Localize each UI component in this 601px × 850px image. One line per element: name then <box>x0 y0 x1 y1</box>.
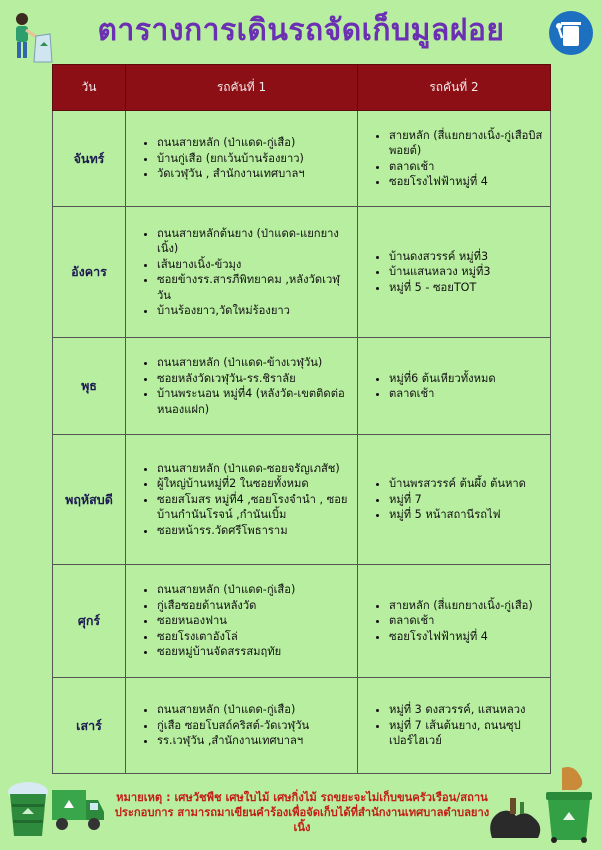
table-row <box>53 111 551 207</box>
day-cell: พุธ <box>53 338 126 435</box>
truck1-cell <box>126 338 358 435</box>
recycling-truck-icon <box>50 782 106 834</box>
list-item: • ถนนสายหลัก (ป่าแดด-ข้างเวฬุวัน) <box>157 355 350 371</box>
list-item: • ตลาดเช้า <box>389 386 543 402</box>
list-item: • หมู่ที่6 ต้นเหียวทั้งหมด <box>389 371 543 387</box>
footer-note: หมายเหตุ : เศษวัชพืช เศษใบไม้ เศษกิ่งไม้ รถขยะจะไม่เก็บขนครัวเรือน/สถานประกอบการ สามารถมาเขียนคำร้องเพื่อจัดเก็บได้ที่สำนักงานเทศบาลตำบลยางเนิ้ง <box>114 791 490 834</box>
list-item: • ซอยหมู่บ้านจัดสรรสมฤทัย <box>157 644 350 660</box>
garbage-bags-icon <box>486 790 544 840</box>
person-recycling-icon <box>4 10 56 66</box>
list-item: • รร.เวฬุวัน ,สำนักงานเทศบาลฯ <box>157 733 350 749</box>
truck1-cell <box>126 207 358 338</box>
list-item: • ซอยหลังวัดเวฬุวัน-รร.ชิราลัย <box>157 371 350 387</box>
recycle-bin-icon <box>6 770 50 840</box>
list-item: • ผู้ใหญ่บ้านหมู่ที่2 ในซอยทั้งหมด <box>157 476 350 492</box>
list-item: • บ้านแสนหลวง หมู่ที่3 <box>389 264 543 280</box>
list-item: • หมู่ที่ 3 ดงสวรรค์, แสนหลวง <box>389 702 543 718</box>
day-cell: พฤหัสบดี <box>53 435 126 565</box>
list-item: • ซอยข้างรร.สารภีพิทยาคม ,หลังวัดเวฬุวัน <box>157 272 350 303</box>
table-row <box>53 435 551 565</box>
table-row <box>53 678 551 774</box>
list-item: • บ้านร้องยาว,วัดใหม่ร้องยาว <box>157 303 350 319</box>
header-truck-1: รถคันที่ 1 <box>126 65 358 111</box>
list-item: • ซอยสโมสร หมู่ที่4 ,ซอยโรงจำนำ , ซอยบ้านกำนันโรจน์ ,กำนันเบิ้ม <box>157 492 350 523</box>
list-item: • ซอยโรงเตาอังโล่ <box>157 629 350 645</box>
list-item: • ถนนสายหลัก (ป่าแดด-ซอยจรัญเภสัช) <box>157 461 350 477</box>
list-item: • สายหลัก (สี่แยกยางเนิ้ง-กู่เสือ) <box>389 598 543 614</box>
list-item: • ซอยโรงไฟฟ้าหมู่ที่ 4 <box>389 174 543 190</box>
truck2-cell <box>358 207 551 338</box>
schedule-table <box>52 64 551 774</box>
header-truck-2: รถคันที่ 2 <box>358 65 551 111</box>
list-item: • ตลาดเช้า <box>389 613 543 629</box>
list-item: • กู่เสือซอยด้านหลังวัด <box>157 598 350 614</box>
day-cell: ศุกร์ <box>53 565 126 678</box>
truck1-cell <box>126 111 358 207</box>
page-title: ตารางการเดินรถจัดเก็บมูลฝอย <box>97 13 505 48</box>
truck2-cell <box>358 678 551 774</box>
list-item: • ซอยหนองฟาน <box>157 613 350 629</box>
table-row <box>53 565 551 678</box>
list-item: • ถนนสายหลัก (ป่าแดด-กู่เสือ) <box>157 135 350 151</box>
truck2-cell <box>358 111 551 207</box>
list-item: • ถนนสายหลัก (ป่าแดด-กู่เสือ) <box>157 702 350 718</box>
list-item: • บ้านพระนอน หมู่ที่4 (หลังวัด-เขตติดต่อหนองแฝก) <box>157 386 350 417</box>
list-item: • กู่เสือ ซอยโบสถ์คริสต์-วัดเวฬุวัน <box>157 718 350 734</box>
list-item: • เส้นยางเนิ้ง-ข้วมุง <box>157 257 350 273</box>
list-item: • ถนนสายหลักต้นยาง (ป่าแดด-แยกยางเนิ้ง) <box>157 226 350 257</box>
header-day: วัน <box>53 65 126 111</box>
list-item: • หมู่ที่ 5 หน้าสถานีรถไฟ <box>389 507 543 523</box>
truck2-cell <box>358 435 551 565</box>
trash-bin-icon <box>548 10 594 56</box>
list-item: • หมู่ที่ 7 เส้นต้นยาง, ถนนซุปเปอร์ไฮเวย์ <box>389 718 543 749</box>
list-item: • บ้านดงสวรรค์ หมู่ที่3 <box>389 249 543 265</box>
list-item: • บ้านกู่เสือ (ยกเว้นบ้านร้องยาว) <box>157 151 350 167</box>
truck1-cell <box>126 678 358 774</box>
truck2-cell <box>358 338 551 435</box>
list-item: • ซอยหน้ารร.วัดศรีโพธาราม <box>157 523 350 539</box>
list-item: • หมู่ที่ 7 <box>389 492 543 508</box>
list-item: • บ้านพรสวรรค์ ต้นผึ้ง ต้นหาด <box>389 476 543 492</box>
table-header-row <box>53 65 551 111</box>
day-cell: จันทร์ <box>53 111 126 207</box>
list-item: • ตลาดเช้า <box>389 159 543 175</box>
list-item: • ถนนสายหลัก (ป่าแดด-กู่เสือ) <box>157 582 350 598</box>
day-cell: อังคาร <box>53 207 126 338</box>
list-item: • สายหลัก (สี่แยกยางเนิ้ง-กู่เสือบิสพอยต์) <box>389 128 543 159</box>
truck2-cell <box>358 565 551 678</box>
list-item: • วัดเวฬุวัน , สำนักงานเทศบาลฯ <box>157 166 350 182</box>
list-item: • ซอยโรงไฟฟ้าหมู่ที่ 4 <box>389 629 543 645</box>
table-row <box>53 207 551 338</box>
day-cell: เสาร์ <box>53 678 126 774</box>
truck1-cell <box>126 435 358 565</box>
list-item: • หมู่ที่ 5 - ซอยTOT <box>389 280 543 296</box>
recycle-bin-icon <box>540 764 598 844</box>
truck1-cell <box>126 565 358 678</box>
table-row <box>53 338 551 435</box>
